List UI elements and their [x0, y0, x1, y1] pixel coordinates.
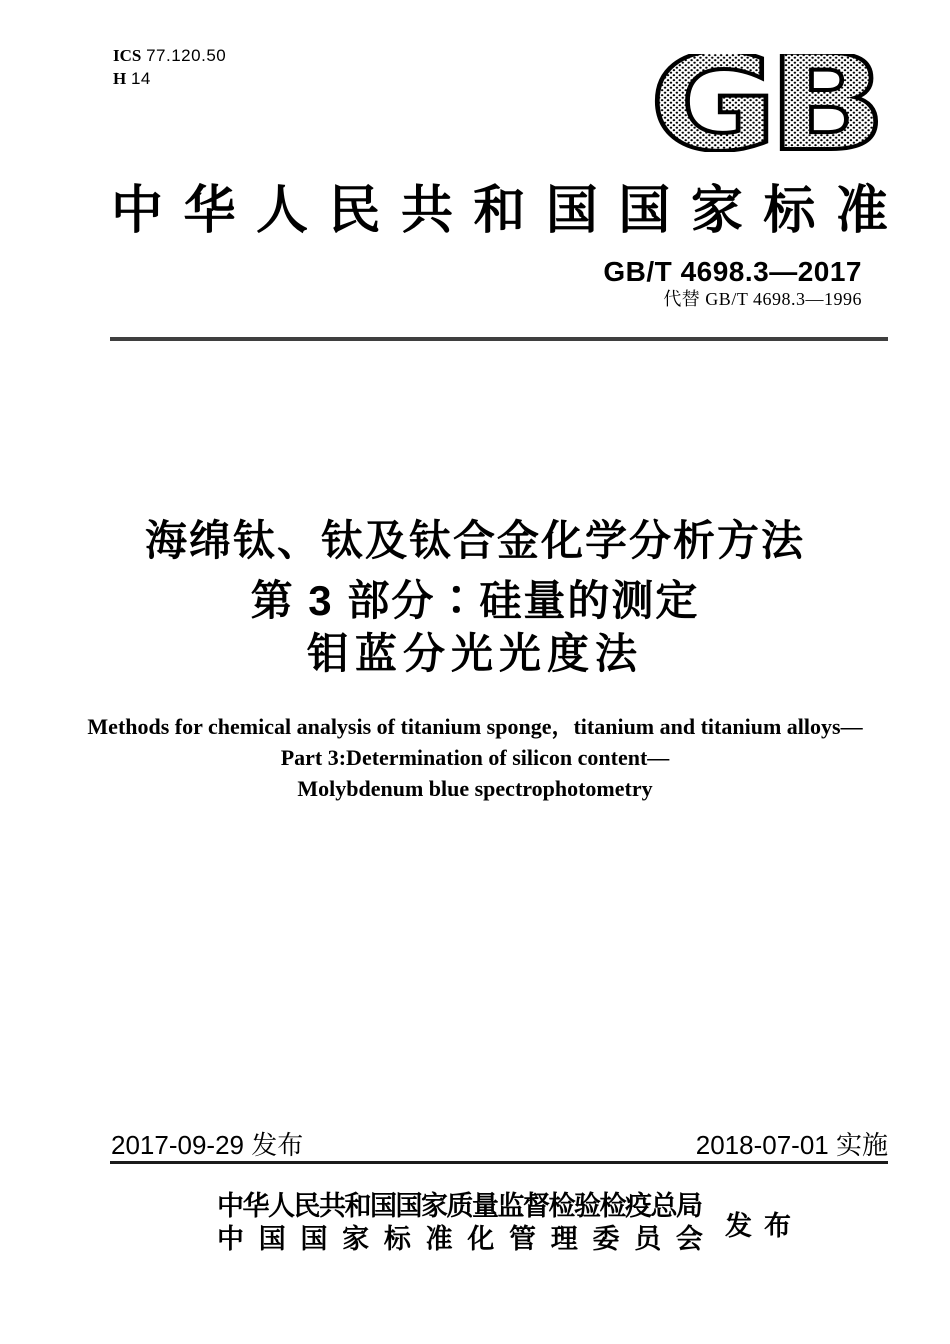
chinese-title-line1: 海绵钛、钛及钛合金化学分析方法 [144, 517, 805, 564]
english-title-line1: Methods for chemical analysis of titanium sponge，titanium and titanium alloys— [87, 714, 863, 739]
publisher-block [217, 1190, 791, 1256]
standard-number-block [603, 257, 862, 309]
ics-label: ICS [113, 46, 142, 65]
english-title-line3: Molybdenum blue spectrophotometry [297, 776, 653, 801]
standard-number: GB/T 4698.3—2017 [603, 256, 862, 287]
bottom-divider [110, 1161, 888, 1164]
publisher-line1: 中华人民共和国国家质量监督检验检疫总局 [217, 1191, 702, 1221]
gb-logo [643, 54, 883, 152]
chinese-title-line3: 钼蓝分光光度法 [306, 630, 643, 677]
english-title-line2: Part 3:Determination of silicon content— [280, 745, 670, 770]
doc-class-line [113, 67, 226, 90]
ics-code: 77.120.50 [146, 46, 227, 65]
national-standard-heading: 中 华 人 民 共 和 国 国 家 标 准 [111, 183, 888, 240]
publisher-line2: 中 国 国 家 标 准 化 管 理 委 员 会 [217, 1224, 703, 1254]
gb-logo-text: GB [649, 54, 878, 152]
english-title [0, 711, 950, 804]
implementation-date: 2018-07-01 实施 [695, 1130, 888, 1160]
ics-classification [113, 44, 226, 90]
replaces-note: 代替 GB/T 4698.3—1996 [663, 289, 862, 309]
top-divider [110, 337, 888, 341]
issue-date: 2017-09-29 发布 [111, 1130, 304, 1160]
gb-logo-icon [643, 54, 883, 152]
publisher-names [217, 1190, 703, 1256]
class-label: H [113, 69, 127, 88]
chinese-title [0, 517, 950, 678]
chinese-title-line2: 第 3 部分∶硅量的测定 [250, 577, 700, 624]
class-code: 14 [130, 69, 151, 88]
ics-line [113, 44, 226, 67]
date-row [111, 1130, 888, 1160]
issued-by-label: 发 布 [725, 1210, 791, 1241]
